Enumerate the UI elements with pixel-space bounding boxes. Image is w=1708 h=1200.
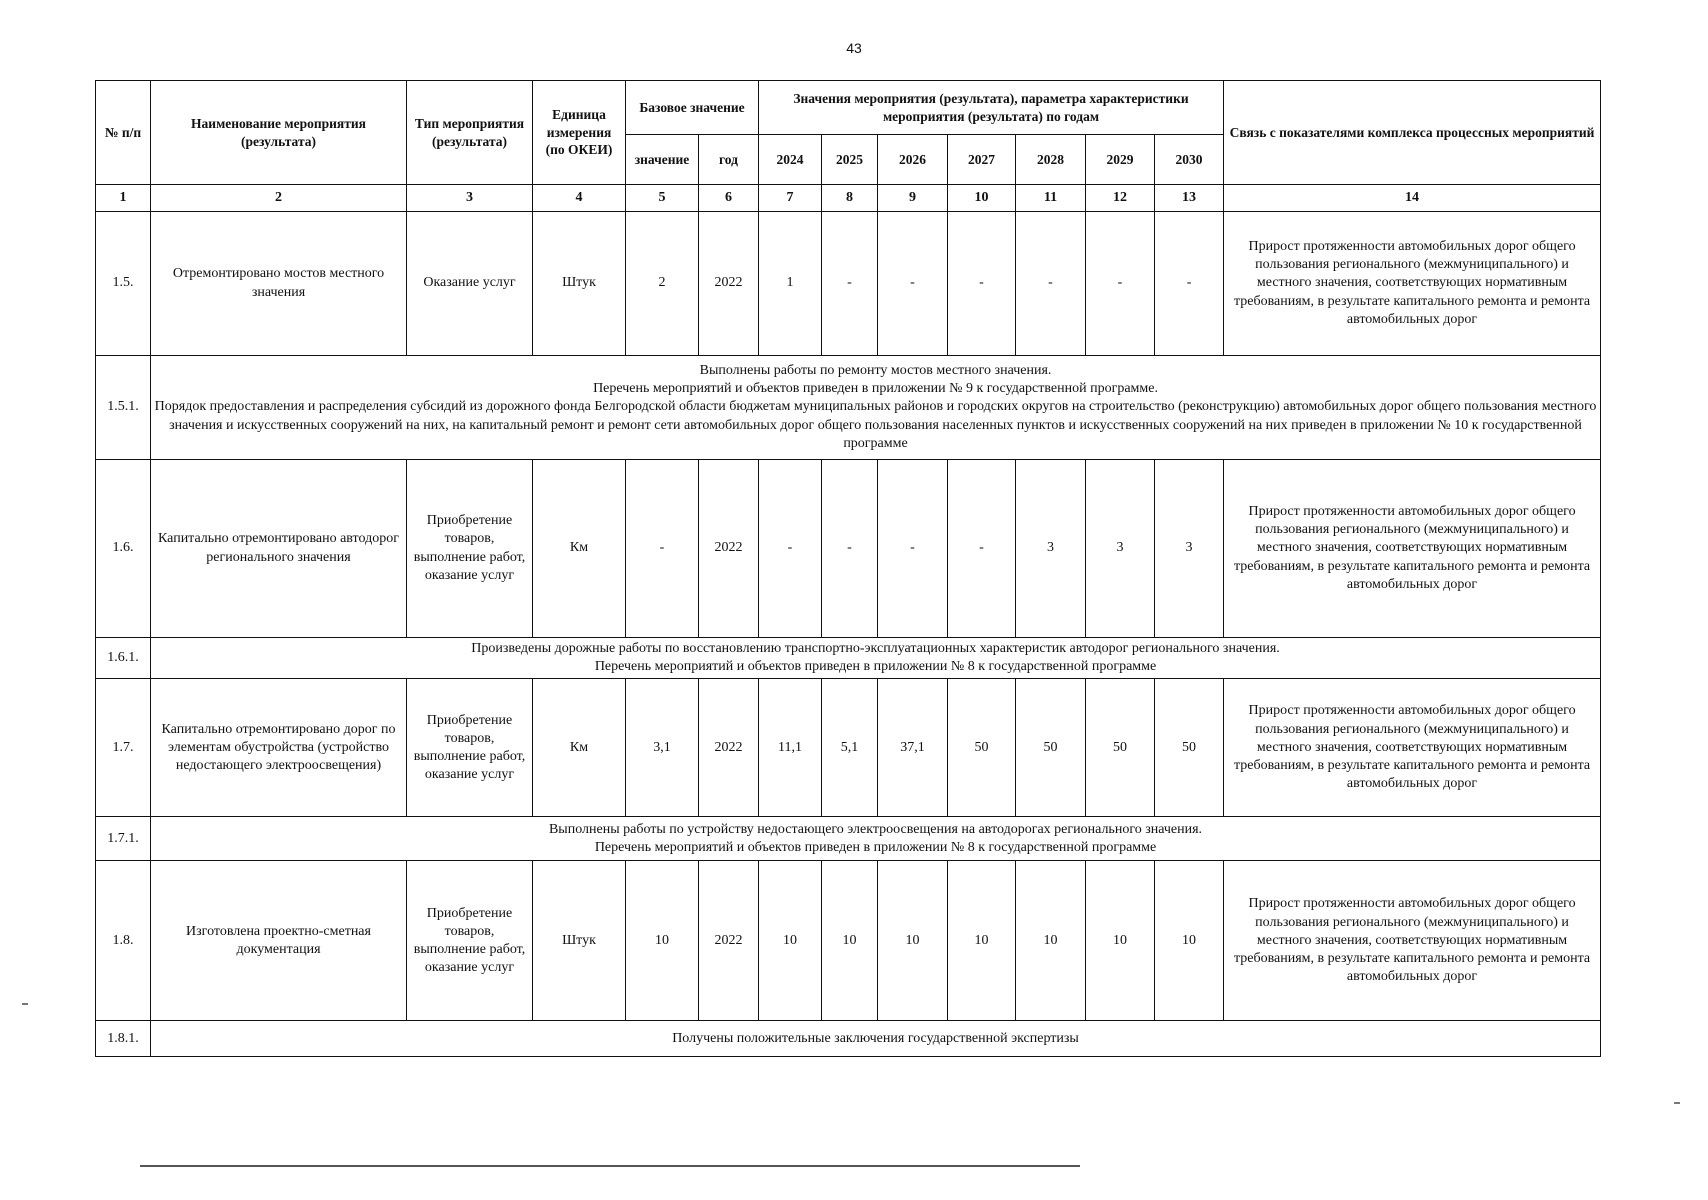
row-name: Капитально отремонтировано дорог по элементам обустройства (устройство недостающего электроосвещения) [151, 679, 407, 817]
row-value: 1 [759, 212, 822, 356]
row-value: 10 [878, 861, 948, 1021]
row-unit: Км [533, 679, 626, 817]
row-value: 50 [1086, 679, 1155, 817]
row-value: 3 [1155, 460, 1224, 638]
row-description [151, 638, 1601, 679]
column-number: 12 [1086, 185, 1155, 212]
row-value: 50 [1016, 679, 1086, 817]
row-base-value: 3,1 [626, 679, 699, 817]
header-year: 2026 [878, 135, 948, 185]
table-row-description [96, 817, 1601, 861]
row-value: 11,1 [759, 679, 822, 817]
row-value: - [878, 212, 948, 356]
header-year: 2028 [1016, 135, 1086, 185]
column-numbers-row [96, 185, 1601, 212]
scan-artifact-mark [1674, 1102, 1680, 1104]
row-value: - [822, 212, 878, 356]
row-link: Прирост протяженности автомобильных дорог общего пользования регионального (межмуниципального) и местного значения, соответствующих нормативным требованиям, в результате капитального ремонта и ремонта автомобильных дорог [1224, 679, 1601, 817]
row-description [151, 1021, 1601, 1057]
row-type: Приобретение товаров, выполнение работ, оказание услуг [407, 460, 533, 638]
row-base-year: 2022 [699, 212, 759, 356]
row-value: 10 [1155, 861, 1224, 1021]
header-values-group: Значения мероприятия (результата), параметра характеристики мероприятия (результата) по годам [759, 81, 1224, 135]
header-year: 2027 [948, 135, 1016, 185]
row-unit: Км [533, 460, 626, 638]
column-number: 13 [1155, 185, 1224, 212]
column-number: 6 [699, 185, 759, 212]
table-row [96, 212, 1601, 356]
column-number: 1 [96, 185, 151, 212]
row-link: Прирост протяженности автомобильных дорог общего пользования регионального (межмуниципального) и местного значения, соответствующих нормативным требованиям, в результате капитального ремонта и ремонта автомобильных дорог [1224, 861, 1601, 1021]
column-number: 2 [151, 185, 407, 212]
row-description [151, 356, 1601, 460]
description-line: Перечень мероприятий и объектов приведен в приложении № 9 к государственной программе. [593, 381, 1158, 397]
column-number: 10 [948, 185, 1016, 212]
description-line: Порядок предоставления и распределения субсидий из дорожного фонда Белгородской области бюджетам муниципальных районов и городских округов на строительство (реконструкцию) автомобильных дорог общего пользования местного значения и искусственных сооружений на них, на капитальный ремонт и ремонт сети автомобильных дорог общего пользования населенных пунктов и искусственных сооружений на них приведен в приложении № 10 к государственной программе [154, 399, 1597, 451]
page-number: 43 [846, 40, 862, 56]
row-name: Капитально отремонтировано автодорог регионального значения [151, 460, 407, 638]
row-value: - [878, 460, 948, 638]
row-value: 3 [1016, 460, 1086, 638]
column-number: 8 [822, 185, 878, 212]
header-unit: Единица измерения (по ОКЕИ) [533, 81, 626, 185]
description-line: Выполнены работы по устройству недостающего электроосвещения на автодорогах регионального значения. [548, 821, 1203, 837]
description-line: Получены положительные заключения государственной экспертизы [672, 1030, 1079, 1046]
row-type: Оказание услуг [407, 212, 533, 356]
header-base-value: значение [626, 135, 699, 185]
table-row [96, 460, 1601, 638]
row-num: 1.5. [96, 212, 151, 356]
column-number: 9 [878, 185, 948, 212]
table-row [96, 679, 1601, 817]
description-line: Перечень мероприятий и объектов приведен в приложении № 8 к государственной программе [594, 659, 1157, 675]
row-value: 37,1 [878, 679, 948, 817]
header-year: 2024 [759, 135, 822, 185]
row-value: 10 [948, 861, 1016, 1021]
header-base-year: год [699, 135, 759, 185]
header-base: Базовое значение [626, 81, 759, 135]
row-value: 10 [759, 861, 822, 1021]
column-number: 11 [1016, 185, 1086, 212]
row-link: Прирост протяженности автомобильных дорог общего пользования регионального (межмуниципального) и местного значения, соответствующих нормативным требованиям, в результате капитального ремонта и ремонта автомобильных дорог [1224, 212, 1601, 356]
row-name: Изготовлена проектно-сметная документация [151, 861, 407, 1021]
row-base-year: 2022 [699, 460, 759, 638]
row-base-year: 2022 [699, 679, 759, 817]
description-line: Выполнены работы по ремонту мостов местного значения. [699, 363, 1052, 379]
row-value: - [948, 460, 1016, 638]
column-number: 7 [759, 185, 822, 212]
header-num: № п/п [96, 81, 151, 185]
table-row-description [96, 638, 1601, 679]
row-unit: Штук [533, 212, 626, 356]
row-name: Отремонтировано мостов местного значения [151, 212, 407, 356]
row-value: 10 [822, 861, 878, 1021]
row-value: - [822, 460, 878, 638]
table-row-description [96, 1021, 1601, 1057]
row-value: 10 [1086, 861, 1155, 1021]
row-base-value: 2 [626, 212, 699, 356]
row-value: 50 [1155, 679, 1224, 817]
row-value: - [948, 212, 1016, 356]
row-value: 5,1 [822, 679, 878, 817]
row-unit: Штук [533, 861, 626, 1021]
header-type: Тип мероприятия (результата) [407, 81, 533, 185]
row-value: 50 [948, 679, 1016, 817]
row-description [151, 817, 1601, 861]
scan-artifact-line [140, 1165, 1080, 1167]
column-number: 3 [407, 185, 533, 212]
row-num: 1.5.1. [96, 356, 151, 460]
row-base-year: 2022 [699, 861, 759, 1021]
column-number: 4 [533, 185, 626, 212]
row-num: 1.6. [96, 460, 151, 638]
description-line: Перечень мероприятий и объектов приведен в приложении № 8 к государственной программе [594, 839, 1157, 855]
header-year: 2029 [1086, 135, 1155, 185]
row-num: 1.7.1. [96, 817, 151, 861]
row-type: Приобретение товаров, выполнение работ, оказание услуг [407, 679, 533, 817]
row-num: 1.6.1. [96, 638, 151, 679]
column-number: 14 [1224, 185, 1601, 212]
row-num: 1.7. [96, 679, 151, 817]
row-value: - [1086, 212, 1155, 356]
row-link: Прирост протяженности автомобильных дорог общего пользования регионального (межмуниципального) и местного значения, соответствующих нормативным требованиям, в результате капитального ремонта и ремонта автомобильных дорог [1224, 460, 1601, 638]
column-number: 5 [626, 185, 699, 212]
row-base-value: - [626, 460, 699, 638]
row-value: - [1155, 212, 1224, 356]
row-value: - [759, 460, 822, 638]
header-year: 2025 [822, 135, 878, 185]
row-value: - [1016, 212, 1086, 356]
header-link: Связь с показателями комплекса процессных мероприятий [1224, 81, 1601, 185]
row-value: 3 [1086, 460, 1155, 638]
table-row [96, 861, 1601, 1021]
header-name: Наименование мероприятия (результата) [151, 81, 407, 185]
row-num: 1.8. [96, 861, 151, 1021]
row-base-value: 10 [626, 861, 699, 1021]
scan-artifact-mark [22, 1003, 28, 1005]
header-year: 2030 [1155, 135, 1224, 185]
row-num: 1.8.1. [96, 1021, 151, 1057]
row-type: Приобретение товаров, выполнение работ, оказание услуг [407, 861, 533, 1021]
results-table [95, 80, 1601, 1057]
description-line: Произведены дорожные работы по восстановлению транспортно-эксплуатационных характеристик автодорог регионального значения. [471, 641, 1280, 656]
table-row-description [96, 356, 1601, 460]
row-value: 10 [1016, 861, 1086, 1021]
